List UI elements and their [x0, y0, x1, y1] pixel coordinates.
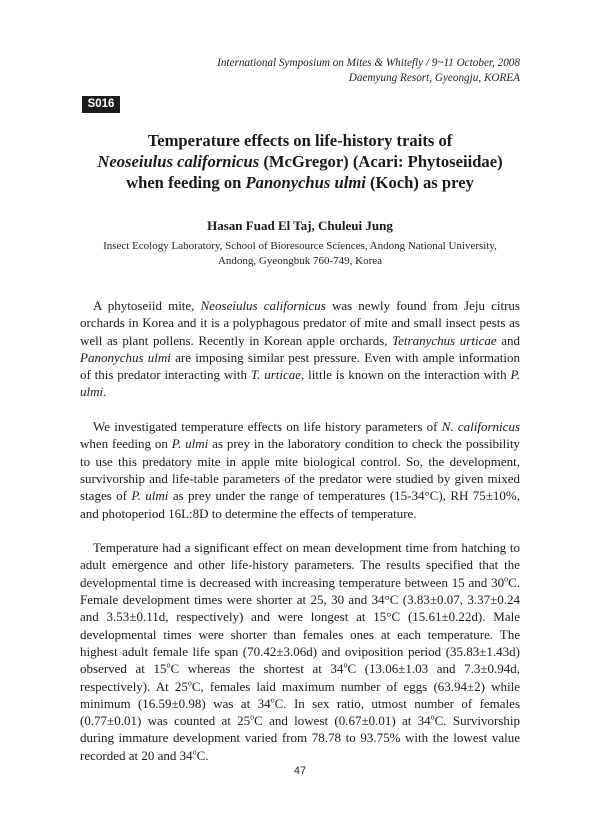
text-run: We investigated temperature effects on life history parameters of	[93, 419, 442, 435]
text-run: A phytoseiid mite,	[93, 298, 201, 313]
title-taxonomy: (McGregor) (Acari: Phytoseiidae)	[259, 152, 503, 171]
conference-header	[217, 56, 520, 86]
text-run: as prey in the laboratory condition to check the possibility to use this predatory mite in apple mite biological control. So, the development, survivorship and life-table parameters of the predator were studied by given mixed stages of	[80, 436, 520, 504]
species-name: Tetranychus urticae	[392, 332, 497, 348]
session-code-badge: S016	[82, 96, 120, 113]
text-run: as prey under the range of temperatures (15-34°C), RH 75±10%, and photoperiod 16L:8D to determine the effects of temperature.	[80, 488, 520, 521]
species-name: P. ulmi	[171, 436, 209, 452]
species-name: Panonychus ulmi	[80, 349, 171, 365]
text-run: C, females laid maximum number of eggs (63.94±2) while minimum (16.59±0.98) was at 34	[80, 678, 520, 711]
text-run: C. Female development times were shorter at 25, 30 and 34°C (3.83±0.07, 3.37±0.24 and 3.53±0.11d, respectively) and were longest at 15°C (15.61±0.22d). Male developmental times were shorter than females ones at each temperature. The highest adult female life span (70.42±3.06d) and oviposition period (35.83±1.43d) observed at 15	[80, 574, 520, 677]
species-name: Neoseiulus californicus	[200, 298, 326, 313]
conference-line: International Symposium on Mites & Whitefly / 9~11 October, 2008	[217, 57, 520, 69]
paper-title	[60, 130, 540, 193]
species-name: P. ulmi	[131, 488, 169, 504]
abstract-body	[80, 297, 520, 781]
title-species: Neoseiulus californicus	[97, 152, 260, 171]
title-line-3	[60, 172, 540, 193]
text-run: Temperature had a significant effect on mean development time from hatching to adult emergence and other life-history parameters. The results specified that the developmental time is decreased with increasing temperature between 15 and 30	[80, 540, 520, 590]
affiliation	[80, 239, 520, 269]
title-prey-tail: (Koch) as prey	[365, 173, 474, 192]
text-run: C and lowest (0.67±0.01) at 34	[254, 713, 431, 729]
paragraph-1	[80, 297, 520, 401]
species-name: N. californicus	[441, 419, 520, 435]
paragraph-3	[80, 539, 520, 764]
text-run: C (13.06±1.03 and 7.3±0.94d, respectively). At 25	[80, 661, 521, 694]
text-run: are imposing similar pest pressure. Even with ample information of this predator interacting with	[80, 349, 520, 383]
text-run: was newly found from Jeju citrus orchards in Korea and it is a polyphagous predator of mite and small insect pests as well as plant pollens. Recently in Korean apple orchards,	[80, 298, 520, 348]
text-run: .	[103, 384, 107, 400]
species-name: P. ulmi	[80, 367, 521, 400]
title-prey-species: Panonychus ulmi	[245, 173, 366, 192]
title-prey-lead: when feeding on	[126, 173, 246, 192]
degree-symbol: o	[430, 712, 435, 722]
text-run: and	[496, 332, 520, 348]
affiliation-line-2: Andong, Gyeongbuk 760-749, Korea	[217, 255, 383, 267]
text-run: C. In sex ratio, utmost number of females (0.77±0.01) was counted at 25	[80, 695, 521, 729]
paragraph-2	[80, 418, 520, 522]
degree-symbol: o	[187, 678, 192, 688]
title-line-2	[60, 151, 540, 172]
degree-symbol: o	[270, 695, 275, 705]
venue-line: Daemyung Resort, Gyeongju, KOREA	[348, 72, 520, 84]
species-name: T. urticae	[250, 367, 302, 383]
text-run: C.	[196, 747, 209, 763]
degree-symbol: o	[192, 747, 197, 757]
text-run: C whereas the shortest at 34	[170, 661, 344, 677]
page-number: 47	[293, 765, 307, 777]
degree-symbol: o	[250, 712, 255, 722]
degree-symbol: o	[166, 660, 171, 670]
degree-symbol: o	[504, 574, 509, 584]
degree-symbol: o	[343, 660, 348, 670]
text-run: when feeding on	[80, 436, 172, 452]
affiliation-line-1: Insect Ecology Laboratory, School of Bioresource Sciences, Andong National University,	[103, 240, 497, 252]
title-line-1: Temperature effects on life-history traits of	[147, 131, 453, 150]
text-run: , little is known on the interaction with	[301, 367, 511, 383]
text-run: C. Survivorship during immature development varied from 78.78 to 93.75% with the lowest value recorded at 20 and 34	[80, 713, 521, 763]
authors: Hasan Fuad El Taj, Chuleui Jung	[207, 218, 393, 233]
